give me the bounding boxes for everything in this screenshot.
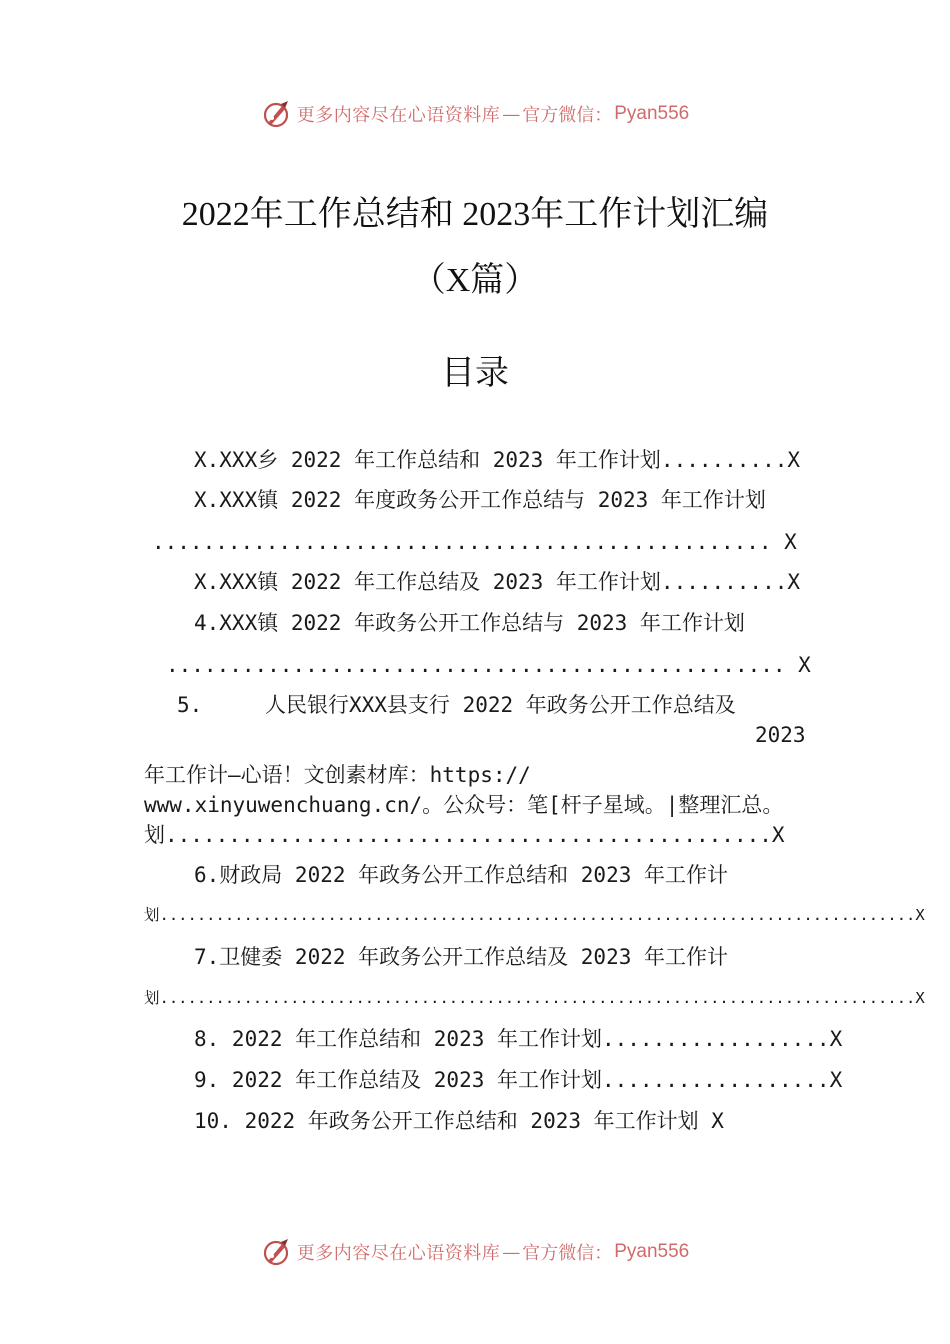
- watermark-text: 更多内容尽在心语资料库: [296, 105, 501, 126]
- quill-pen-logo-icon: [261, 99, 291, 129]
- toc-item-5-year[interactable]: 2023: [755, 723, 806, 747]
- document-subtitle: （X篇）: [411, 262, 539, 299]
- toc-item-1[interactable]: X.XXX乡 2022 年工作总结和 2023 年工作计划..........X: [194, 448, 801, 472]
- document-title: 2022年工作总结和 2023年工作计划汇编: [181, 196, 769, 233]
- toc-item-2-leader[interactable]: ................................................. X: [152, 530, 797, 554]
- header-watermark: [0, 94, 950, 134]
- watermark-text: 更多内容尽在心语资料库: [296, 1243, 501, 1264]
- toc-inserted-note: www.xinyuwenchuang.cn/。公众号：笔[杆子星域。|整理汇总。: [144, 793, 784, 817]
- watermark-separator: —: [502, 1241, 521, 1263]
- toc-item-5-leader[interactable]: 划................................................X: [144, 823, 785, 847]
- footer-watermark: [0, 1232, 950, 1272]
- toc-item-5-number[interactable]: 5.: [177, 693, 203, 717]
- toc-item-10[interactable]: 10. 2022 年政务公开工作总结和 2023 年工作计划 X: [194, 1109, 724, 1133]
- toc-item-6-leader[interactable]: 划.................................................................................X: [144, 906, 925, 924]
- toc-heading: 目录: [441, 353, 509, 393]
- toc-item-4-leader[interactable]: ................................................. X: [166, 653, 811, 677]
- toc-item-5[interactable]: 人民银行XXX县支行 2022 年政务公开工作总结及: [265, 693, 736, 717]
- wechat-id: Pyan556: [614, 103, 690, 124]
- toc-item-9[interactable]: 9. 2022 年工作总结及 2023 年工作计划..................X: [194, 1068, 843, 1092]
- toc-item-4[interactable]: 4.XXX镇 2022 年政务公开工作总结与 2023 年工作计划: [194, 611, 745, 635]
- toc-item-6[interactable]: 6.财政局 2022 年政务公开工作总结和 2023 年工作计: [194, 863, 729, 887]
- toc-item-7-leader[interactable]: 划.................................................................................X: [144, 989, 925, 1007]
- toc-item-8[interactable]: 8. 2022 年工作总结和 2023 年工作计划..................X: [194, 1027, 843, 1051]
- wechat-label: 官方微信：: [522, 1243, 613, 1264]
- wechat-id: Pyan556: [614, 1241, 690, 1262]
- wechat-label: 官方微信：: [522, 105, 613, 126]
- watermark-separator: —: [502, 103, 521, 125]
- toc-item-5-continued: 年工作计—心语！文创素材库：https://: [144, 763, 531, 787]
- toc-item-2[interactable]: X.XXX镇 2022 年度政务公开工作总结与 2023 年工作计划: [194, 488, 766, 512]
- quill-pen-logo-icon: [261, 1237, 291, 1267]
- toc-item-7[interactable]: 7.卫健委 2022 年政务公开工作总结及 2023 年工作计: [194, 945, 729, 969]
- toc-item-3[interactable]: X.XXX镇 2022 年工作总结及 2023 年工作计划..........X: [194, 570, 801, 594]
